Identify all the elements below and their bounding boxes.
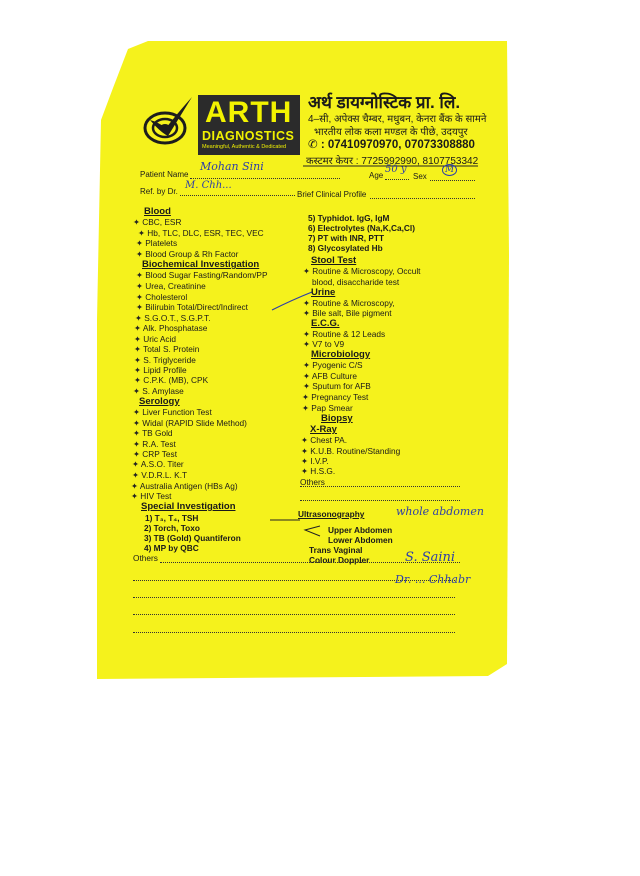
brand-subtitle: DIAGNOSTICS [202,129,295,143]
test-item [133,407,212,417]
test-label: CBC, ESR [142,217,182,227]
bullet-icon: ✦ [136,249,146,259]
bullet-icon: ✦ [303,381,313,391]
test-label: Routine & Microscopy, Occult [312,266,421,276]
bullet-icon: ✦ [136,292,146,302]
test-label: V7 to V9 [312,339,345,349]
bullet-icon: ✦ [136,302,146,312]
test-item [308,223,415,233]
test-label: 7) PT with INR, PTT [308,233,385,243]
test-item [309,545,363,555]
section-heading [141,501,236,512]
section-heading [321,413,353,424]
bullet-icon: ✦ [303,371,312,381]
sex-value: M [442,164,457,176]
test-item [328,535,393,545]
test-label: Lipid Profile [143,365,187,375]
test-label: Blood Group & Rh Factor [145,249,239,259]
test-item [136,249,238,259]
test-item [131,481,238,491]
test-label: blood, disaccharide test [312,277,400,287]
test-label: I.V.P. [310,456,329,466]
test-item [136,302,248,312]
bullet-icon: ✦ [133,449,143,459]
test-item [131,491,171,501]
test-item [303,339,344,349]
test-item [308,213,389,223]
bullet-icon: ✦ [136,270,146,280]
test-label: CRP Test [142,449,178,459]
bullet-icon: ✦ [303,329,313,339]
test-label: S. Amylase [142,386,184,396]
test-item [132,470,187,480]
test-item [308,243,383,253]
test-label: Uric Acid [143,334,176,344]
bullet-icon: ✦ [303,266,313,276]
bullet-icon: ✦ [138,228,148,238]
test-label: S.G.O.T., S.G.P.T. [144,313,211,323]
bullet-icon: ✦ [301,446,311,456]
test-item [303,329,385,339]
test-item [133,439,176,449]
test-item [134,365,187,375]
test-item [309,555,369,565]
bullet-icon: ✦ [134,334,144,344]
test-label: E.C.G. [311,318,340,329]
bullet-icon: ✦ [133,428,143,438]
signature-2: Dr. ... Chhabr [395,573,471,586]
test-label: Alk. Phosphatase [142,323,208,333]
section-heading [311,255,356,266]
bullet-icon: ✦ [134,323,143,333]
test-label: Liver Function Test [142,407,212,417]
test-item [303,266,420,276]
section-heading [139,396,180,407]
test-label: 3) TB (Gold) Quantiferon [144,533,241,543]
test-label: Bilirubin Total/Direct/Indirect [145,302,248,312]
test-item [135,313,211,323]
others-label [133,553,158,563]
test-label: Pregnancy Test [311,392,369,402]
test-item [136,281,206,291]
test-label: C.P.K. (MB), CPK [143,375,209,385]
bullet-icon: ✦ [134,365,144,375]
test-item [133,418,247,428]
test-label: X-Ray [310,424,337,435]
test-item [301,446,400,456]
section-heading [310,424,337,435]
bullet-icon: ✦ [303,308,313,318]
bullet-icon: ✦ [131,481,140,491]
patient-name-value: Mohan Sini [200,160,264,173]
test-item [132,459,184,469]
bullet-icon: ✦ [303,360,313,370]
test-label: Special Investigation [141,501,236,512]
bullet-icon: ✦ [302,403,312,413]
bullet-icon: ✦ [303,298,313,308]
bullet-icon: ✦ [132,470,142,480]
test-label: H.S.G. [310,466,336,476]
bullet-icon: ✦ [133,407,143,417]
bullet-icon: ✦ [301,435,311,445]
bullet-icon: ✦ [302,392,312,402]
sex-label: Sex [413,172,427,181]
test-item [301,435,347,445]
test-label: Chest PA. [310,435,348,445]
test-item [328,525,392,535]
test-label: TB Gold [142,428,173,438]
bullet-icon: ✦ [133,418,143,428]
test-label: S. Triglyceride [143,355,196,365]
test-item [133,386,184,396]
clinical-profile-label: Brief Clinical Profile [297,190,367,199]
bullet-icon: ✦ [136,281,146,291]
test-label: Total S. Protein [143,344,200,354]
test-label: Lower Abdomen [328,535,393,545]
test-item [136,292,187,302]
test-item [303,308,392,318]
test-label: 5) Typhidot. IgG, IgM [308,213,390,223]
test-item [312,277,399,287]
signature-1: S. Saini [405,550,456,565]
company-title-hindi: अर्थ डायग्नोस्टिक प्रा. लि. [308,93,461,112]
test-label: V.D.R.L. K.T [141,470,188,480]
test-label: Routine & 12 Leads [312,329,386,339]
age-label: Age [369,171,384,180]
test-item [301,456,329,466]
test-item [144,543,199,553]
test-label: Stool Test [311,255,357,266]
test-label: Biochemical Investigation [142,259,260,270]
test-label: 8) Glycosylated Hb [308,243,383,253]
test-item [144,523,200,533]
bullet-icon: ✦ [131,491,141,501]
test-label: Upper Abdomen [328,525,393,535]
test-item [144,533,241,543]
bullet-icon: ✦ [135,313,145,323]
test-label: Urine [311,287,336,298]
test-label: Bile salt, Bile pigment [312,308,392,318]
ref-doctor-label: Ref. by Dr. [140,187,178,196]
test-label: Cholesterol [145,292,188,302]
test-label: Pap Smear [311,403,353,413]
section-heading [311,349,370,360]
test-label: K.U.B. Routine/Standing [310,446,401,456]
bullet-icon: ✦ [133,439,143,449]
test-item [134,323,207,333]
test-label: 1) T₃, T₄, TSH [145,513,199,523]
test-item [303,371,357,381]
test-label: Serology [139,396,180,407]
test-label: Blood Sugar Fasting/Random/PP [145,270,268,280]
bullet-icon: ✦ [132,459,141,469]
test-item [145,513,198,523]
test-item [134,375,208,385]
test-label: Australia Antigen (HBs Ag) [139,481,238,491]
test-label: Pyogenic C/S [312,360,363,370]
address-line-1: 4–सी, अपेक्स चैम्बर, मधुबन, केनरा बैंक के सामने [308,114,487,125]
test-label: Biopsy [321,413,353,424]
section-heading [311,318,340,329]
test-label: Hb, TLC, DLC, ESR, TEC, VEC [147,228,264,238]
section-heading [144,206,171,217]
customer-care: कस्टमर केयर : 7725992990, 8107753342 [306,156,479,167]
test-item [134,344,199,354]
test-item [302,403,353,413]
bullet-icon: ✦ [136,238,146,248]
section-heading [298,509,364,519]
test-label: Others [300,477,325,487]
test-item [302,392,368,402]
brand-tagline: Meaningful, Authentic & Dedicated [202,144,287,150]
test-item [134,355,196,365]
usg-handwritten-note: whole abdomen [396,505,484,518]
phone-numbers: ✆ : 07410970970, 07073308880 [308,139,475,151]
bullet-icon: ✦ [133,217,143,227]
test-item [303,298,395,308]
patient-name-label: Patient Name [140,170,189,179]
test-item [134,334,176,344]
age-value: 50 y [385,164,407,175]
test-item [133,217,181,227]
section-heading [311,287,335,298]
test-item [133,449,177,459]
test-label: Microbiology [311,349,371,360]
test-item [138,228,264,238]
bullet-icon: ✦ [301,456,311,466]
test-label: Sputum for AFB [312,381,371,391]
test-label: 4) MP by QBC [144,543,199,553]
test-item [308,233,384,243]
bullet-icon: ✦ [134,375,144,385]
test-label: Blood [144,206,171,217]
test-label: 2) Torch, Toxo [144,523,200,533]
test-item [301,466,335,476]
test-label: Trans Vaginal [309,545,363,555]
test-item [136,238,177,248]
test-item [303,360,363,370]
test-item [136,270,267,280]
section-heading [142,259,259,270]
bullet-icon: ✦ [301,466,311,476]
bullet-icon: ✦ [133,386,143,396]
test-label: R.A. Test [142,439,176,449]
test-label: Platelets [145,238,178,248]
test-label: Colour Doppler [309,555,370,565]
test-label: Ultrasonography [298,509,365,519]
bullet-icon: ✦ [303,339,313,349]
test-label: Routine & Microscopy, [312,298,395,308]
test-label: Others [133,553,158,563]
address-line-2: भारतीय लोक कला मण्डल के पीछे, उदयपुर [314,127,468,138]
test-item [133,428,173,438]
test-label: Widal (RAPID Slide Method) [142,418,247,428]
test-label: 6) Electrolytes (Na,K,Ca,Cl) [308,223,415,233]
test-label: AFB Culture [311,371,357,381]
test-label: A.S.O. Titer [140,459,184,469]
test-label: Urea, Creatinine [145,281,206,291]
bullet-icon: ✦ [134,355,144,365]
test-item [303,381,371,391]
ref-doctor-value: M. Chh... [185,180,232,191]
bullet-icon: ✦ [134,344,144,354]
test-label: HIV Test [140,491,172,501]
brand-name: ARTH [205,96,293,129]
